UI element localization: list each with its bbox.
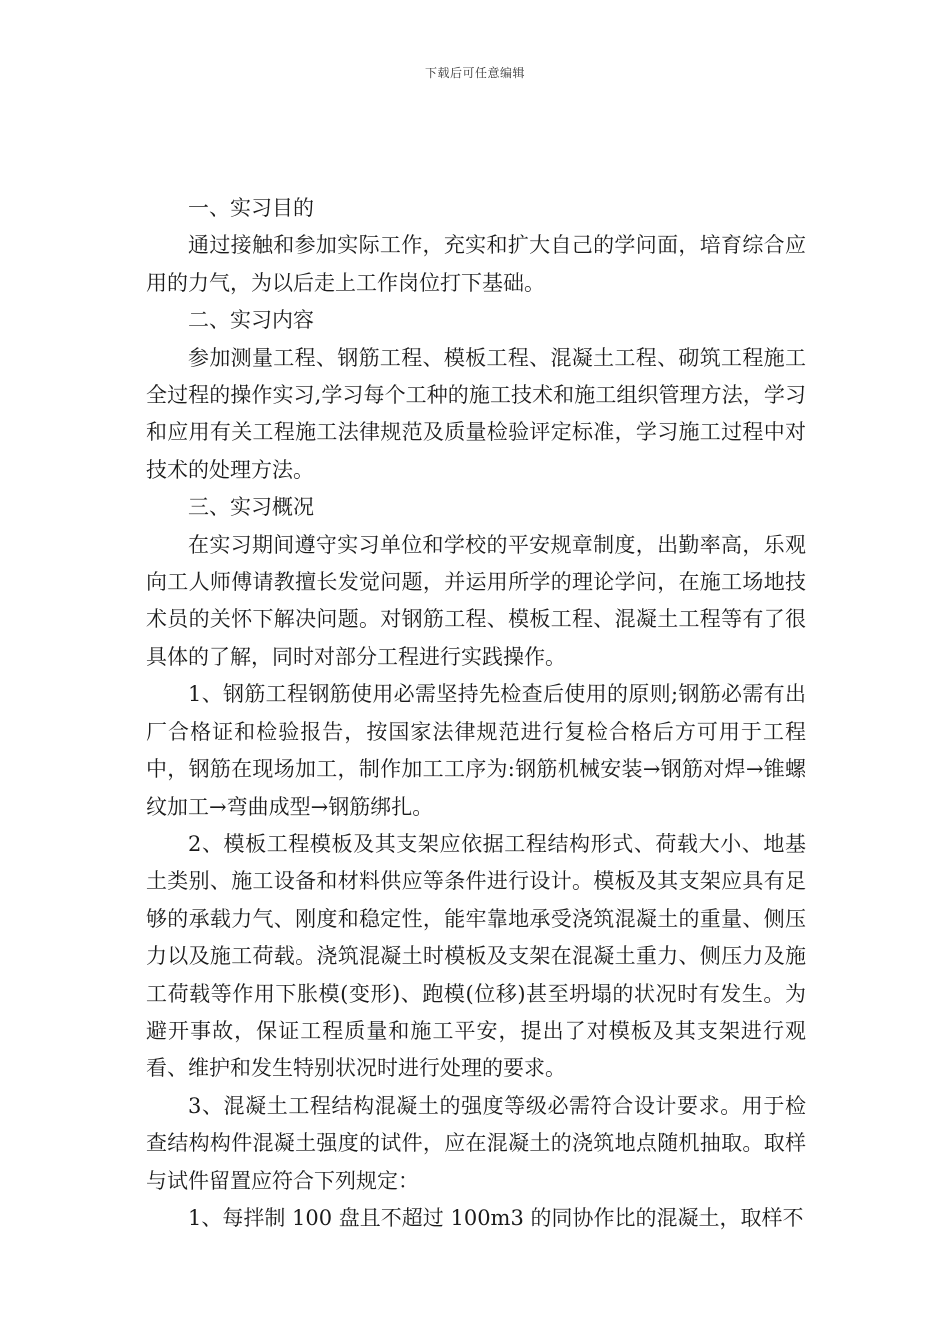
section-heading-overview: 三、实习概况 (188, 495, 314, 520)
paragraph-purpose: 通过接触和参加实际工作，充实和扩大自己的学问面，培育综合应用的力气，为以后走上工作岗位打下基础。 (146, 233, 806, 295)
paragraph-formwork: 2、模板工程模板及其支架应依据工程结构形式、荷载大小、地基土类别、施工设备和材料供应等条件进行设计。模板及其支架应具有足够的承载力气、刚度和稳定性，能牢靠地承受浇筑混凝土的重量、侧压力以及施工荷载。浇筑混凝土时模板及支架在混凝土重力、侧压力及施工荷载等作用下胀模(变形)、跑模(位移)甚至坍塌的状况时有发生。为避开事故，保证工程质量和施工平安，提出了对模板及其支架进行观看、维护和发生特别状况时进行处理的要求。 (146, 831, 806, 1081)
paragraph-overview: 在实习期间遵守实习单位和学校的平安规章制度，出勤率高，乐观向工人师傅请教擅长发觉问题，并运用所学的理论学问，在施工场地技术员的关怀下解决问题。对钢筋工程、模板工程、混凝土工程等有了很具体的了解，同时对部分工程进行实践操作。 (146, 532, 806, 669)
paragraph-rebar: 1、钢筋工程钢筋使用必需坚持先检查后使用的原则;钢筋必需有出厂合格证和检验报告，按国家法律规范进行复检合格后方可用于工程中，钢筋在现场加工，制作加工工序为:钢筋机械安装→钢筋对焊→锥螺纹加工→弯曲成型→钢筋绑扎。 (146, 682, 806, 819)
paragraph-sampling: 1、每拌制 100 盘且不超过 100m3 的同协作比的混凝土，取样不 (188, 1205, 804, 1230)
paragraph-concrete: 3、混凝土工程结构混凝土的强度等级必需符合设计要求。用于检查结构构件混凝土强度的试件，应在混凝土的浇筑地点随机抽取。取样与试件留置应符合下列规定： (146, 1093, 806, 1193)
document-body (146, 190, 806, 1237)
paragraph-content: 参加测量工程、钢筋工程、模板工程、混凝土工程、砌筑工程施工全过程的操作实习,学习每个工种的施工技术和施工组织管理方法，学习和应用有关工程施工法律规范及质量检验评定标准，学习施工过程中对技术的处理方法。 (146, 345, 806, 482)
section-heading-content: 二、实习内容 (188, 308, 314, 333)
section-heading-purpose: 一、实习目的 (188, 196, 314, 220)
page-header: 下载后可任意编辑 (424, 66, 525, 80)
